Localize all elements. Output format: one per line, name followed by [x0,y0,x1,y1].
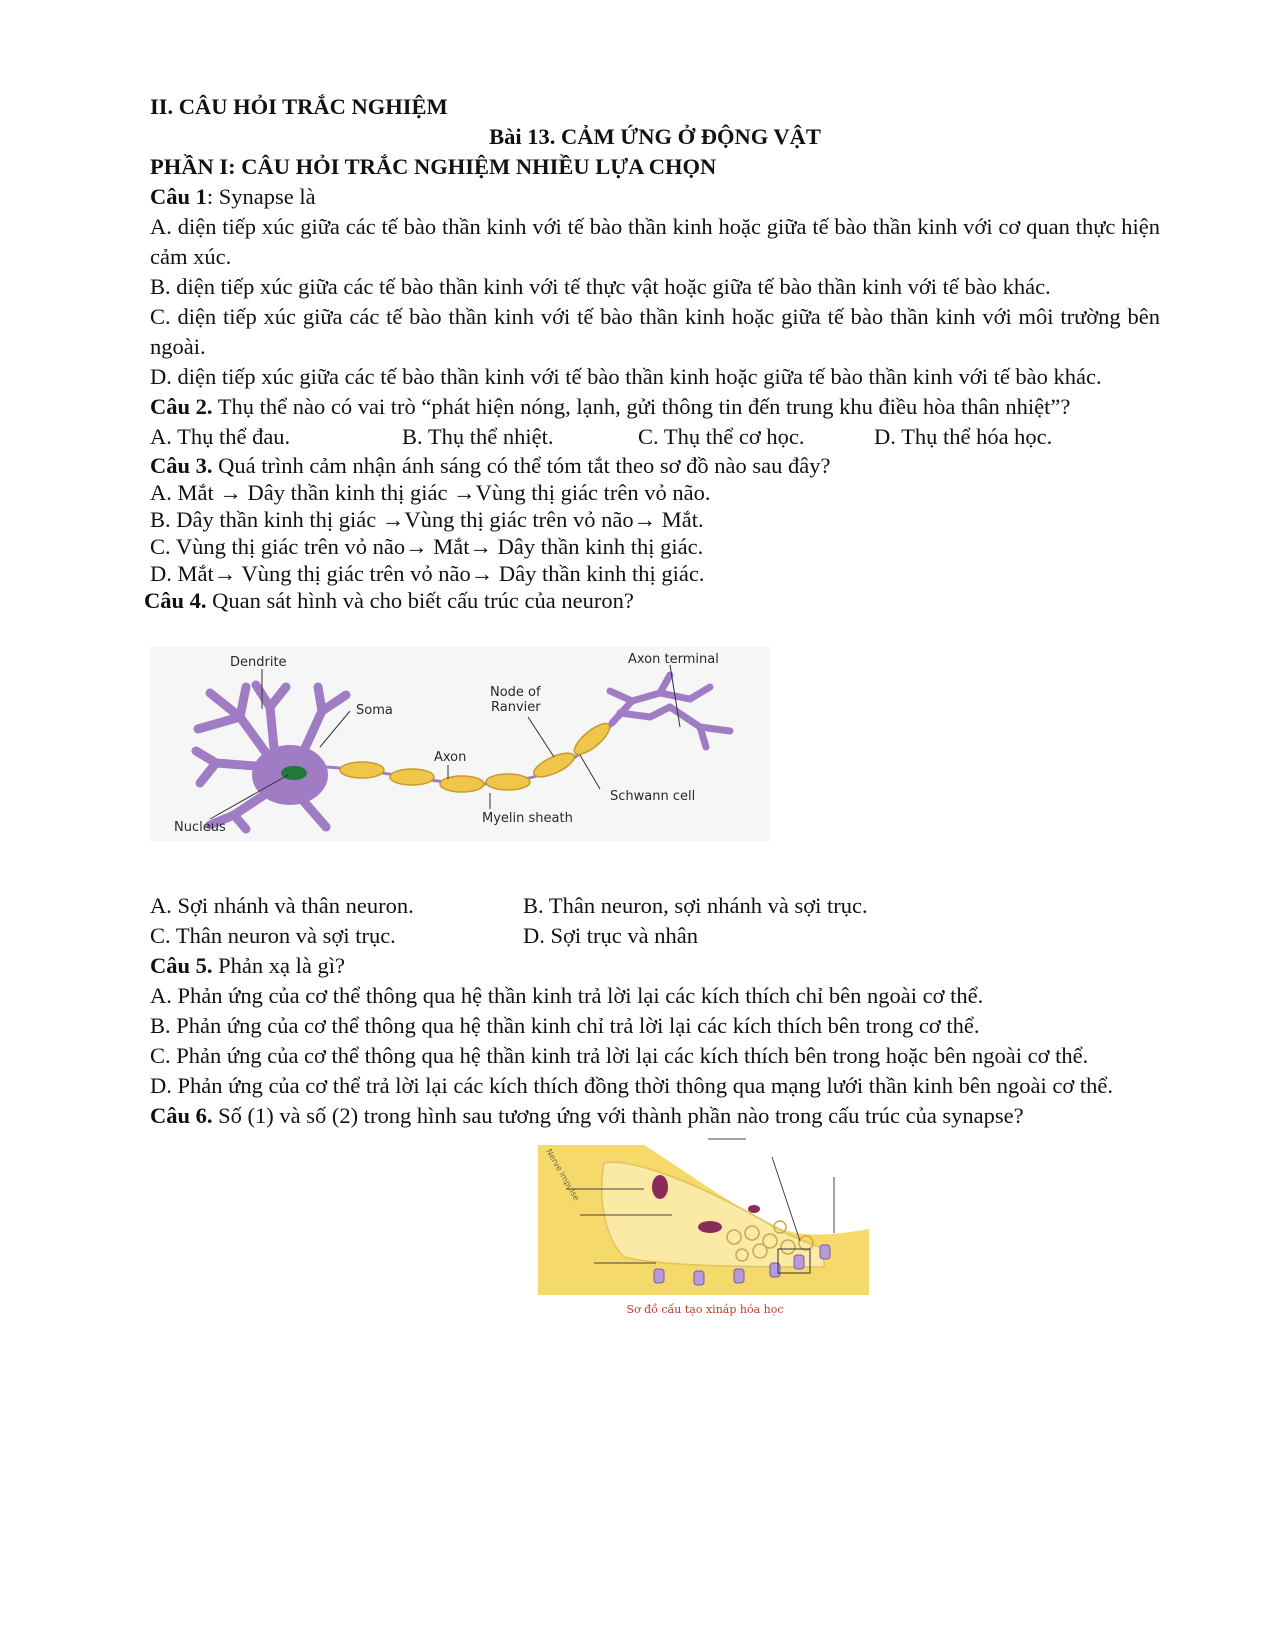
question-2-option-d[interactable]: D. Thụ thể hóa học. [874,424,1053,449]
part-heading: PHẦN I: CÂU HỎI TRẮC NGHIỆM NHIỀU LỰA CHỌN [150,154,717,179]
question-1-option-c[interactable]: C. diện tiếp xúc giữa các tế bào thần kinh với tế bào thần kinh hoặc giữa tế bào thần kinh với môi trường bên ngoài. [150,304,1160,359]
nerve-impulse-label: Nerve impulse [544,1147,581,1203]
mitochondrion [748,1205,760,1213]
question-2-stem: Câu 2. Thụ thể nào có vai trò “phát hiện nóng, lạnh, gửi thông tin đến trung khu điều hòa thân nhiệt”? [150,394,1071,419]
axon-terminal [610,675,730,747]
label-nucleus: Nucleus [174,820,226,835]
question-label: Câu 6. [150,1103,213,1128]
question-3-option-d[interactable]: D. Mắt→ Vùng thị giác trên vỏ não→ Dây thần kinh thị giác. [150,561,705,586]
question-label: Câu 4. [144,588,207,613]
lesson-title: Bài 13. CẢM ỨNG Ở ĐỘNG VẬT [489,124,821,149]
question-2-options [150,422,1160,452]
myelin-segments [340,719,614,792]
question-6-stem: Câu 6. Số (1) và số (2) trong hình sau tương ứng với thành phần nào trong cấu trúc của synapse? [150,1103,1024,1128]
question-2-option-c[interactable]: C. Thụ thể cơ học. [638,424,805,449]
question-5-option-d[interactable]: D. Phản ứng của cơ thể trả lời lại các kích thích đồng thời thông qua mạng lưới thần kinh bên ngoài cơ thể. [150,1073,1114,1098]
question-2-option-a[interactable]: A. Thụ thể đau. [150,424,291,449]
question-5-option-a[interactable]: A. Phản ứng của cơ thể thông qua hệ thần kinh trả lời lại các kích thích chỉ bên ngoài cơ thể. [150,983,984,1008]
label-ranvier: Ranvier [491,700,541,715]
question-4-option-b[interactable]: B. Thân neuron, sợi nhánh và sợi trục. [523,893,868,918]
question-4-option-a[interactable]: A. Sợi nhánh và thân neuron. [150,893,414,918]
label-schwann-cell: Schwann cell [610,789,696,804]
question-1-stem: Câu 1: Synapse là [150,184,316,209]
mitochondrion [652,1175,668,1199]
question-4-options-row-2 [150,921,1160,951]
question-1-option-a[interactable]: A. diện tiếp xúc giữa các tế bào thần kinh với tế bào thần kinh hoặc giữa tế bào thần kinh với cơ quan thực hiện cảm xúc. [150,214,1160,269]
question-1-option-b[interactable]: B. diện tiếp xúc giữa các tế bào thần kinh với tế thực vật hoặc giữa tế bào thần kinh với tế bào khác. [150,274,1051,299]
question-5-option-c[interactable]: C. Phản ứng của cơ thể thông qua hệ thần kinh trả lời lại các kích thích bên trong hoặc bên ngoài cơ thể. [150,1043,1089,1068]
mitochondrion [698,1221,722,1233]
document-page [144,92,1160,1323]
question-4-option-d[interactable]: D. Sợi trục và nhân [523,923,698,948]
section-heading: II. CÂU HỎI TRẮC NGHIỆM [150,94,448,119]
question-3-option-b[interactable]: B. Dây thần kinh thị giác →Vùng thị giác trên vỏ não→ Mắt. [150,507,704,532]
label-node-of: Node of [490,685,541,700]
label-myelin-sheath: Myelin sheath [482,811,573,826]
nucleus [281,766,307,780]
label-dendrite: Dendrite [230,655,287,670]
question-1-option-d[interactable]: D. diện tiếp xúc giữa các tế bào thần kinh với tế bào thần kinh hoặc giữa tế bào thần kinh với tế bào khác. [150,364,1102,389]
question-label: Câu 5. [150,953,213,978]
question-4-option-c[interactable]: C. Thân neuron và sợi trục. [150,923,396,948]
neuron-figure [150,647,770,841]
question-2-option-b[interactable]: B. Thụ thể nhiệt. [402,424,554,449]
question-4-stem: Câu 4. Quan sát hình và cho biết cấu trúc của neuron? [144,588,634,613]
neuron-diagram [150,647,770,841]
question-3-stem: Câu 3. Quá trình cảm nhận ánh sáng có thể tóm tắt theo sơ đồ nào sau đây? [150,453,831,478]
synapse-caption: Sơ đồ cấu tạo xináp hóa học [626,1303,784,1316]
question-3-option-a[interactable]: A. Mắt → Dây thần kinh thị giác →Vùng thị giác trên vỏ não. [150,480,711,505]
question-5-stem: Câu 5. Phản xạ là gì? [150,953,345,978]
question-label: Câu 2. [150,394,213,419]
question-label: Câu 1 [150,184,207,209]
question-4-options-row-1 [150,891,1160,921]
label-axon-terminal: Axon terminal [628,652,719,667]
question-5-option-b[interactable]: B. Phản ứng của cơ thể thông qua hệ thần kinh chỉ trả lời lại các kích thích bên trong cơ thể. [150,1013,980,1038]
synapse-diagram [524,1137,886,1323]
synapse-figure [524,1137,886,1323]
question-3-option-c[interactable]: C. Vùng thị giác trên vỏ não→ Mắt→ Dây thần kinh thị giác. [150,534,704,559]
label-axon: Axon [434,750,467,765]
label-soma: Soma [356,703,393,718]
question-label: Câu 3. [150,453,213,478]
